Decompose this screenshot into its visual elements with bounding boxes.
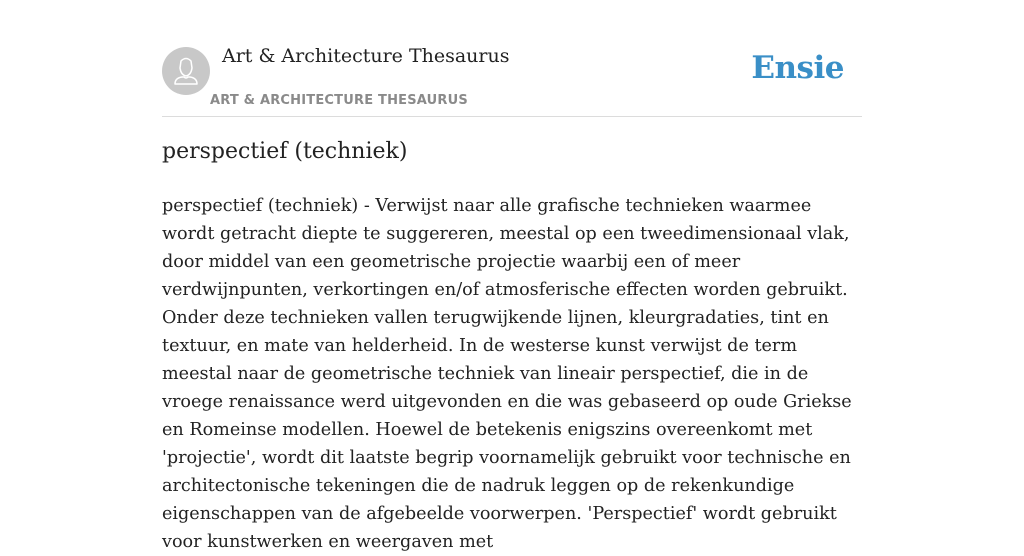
term-title: perspectief (techniek): [162, 139, 408, 164]
user-avatar-icon[interactable]: [162, 47, 210, 95]
header: [162, 0, 862, 117]
source-subtitle[interactable]: ART & ARCHITECTURE THESAURUS: [210, 93, 468, 108]
definition-text: perspectief (techniek) - Verwijst naar alle grafische technieken waarmee wordt getracht diepte te suggereren, meestal op een tweedimensionaal vlak, door middel van een geometrische projectie waarbij een of meer verdwijnpunten, verkortingen en/of atmosferische effecten worden gebruikt. Onder deze technieken vallen terugwijkende lijnen, kleurgradaties, tint en textuur, en mate van helderheid. In de westerse kunst verwijst de term meestal naar de geometrische techniek van lineair perspectief, die in de vroege renaissance werd uitgevonden en die was gebaseerd op oude Griekse en Romeinse modellen. Hoewel de betekenis enigszins overeenkomt met 'projectie', wordt dit laatste begrip voornamelijk gebruikt voor technische en architectonische tekeningen die de nadruk leggen op de rekenkundige eigenschappen van de afgebeelde voorwerpen. 'Perspectief' wordt gebruikt voor kunstwerken en weergaven met: [162, 196, 852, 552]
source-title[interactable]: Art & Architecture Thesaurus: [222, 45, 510, 67]
content-container: [162, 0, 862, 552]
ensie-logo[interactable]: Ensie: [751, 50, 844, 86]
